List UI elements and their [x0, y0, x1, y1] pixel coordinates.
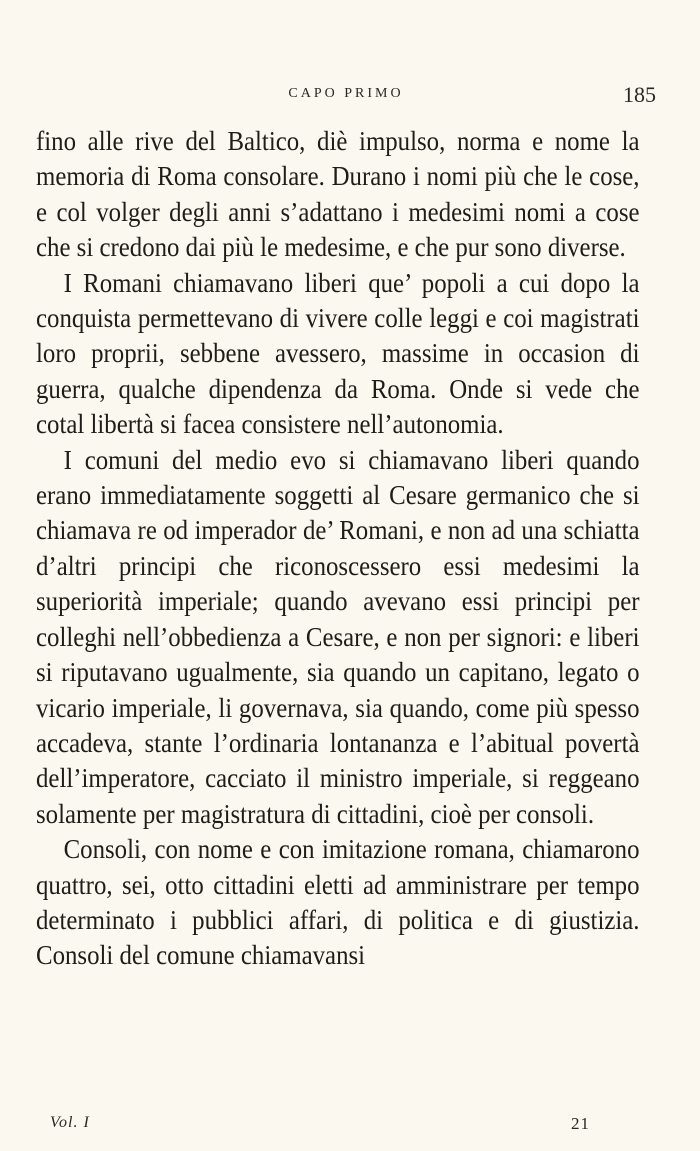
page-body [36, 124, 640, 974]
paragraph-consoli: Consoli, con nome e con imitazione romana, chiamarono quattro, sei, otto cittadini eletti ad amministrare per tempo determinato i pubblici affari, di politica e di giustizia. Consoli del comune chiamavansi [36, 834, 640, 971]
paragraph-comuni: I comuni del medio evo si chiamavano liberi quando erano immediatamente soggetti al Cesare germanico che si chiamava re od imperador de’ Romani, e non ad una schiatta d’altri principi che riconoscessero essi medesimi la superiorità imperiale; quando avevano essi principi per colleghi nell’obbedienza a Cesare, e non per signori: e liberi si riputavano ugualmente, sia quando un capitano, legato o vicario imperiale, li governava, sia quando, come più spesso accadeva, stante l’ordinaria lontananza e l’abitual povertà dell’imperatore, cacciato il ministro imperiale, si reggeano solamente per magistratura di cittadini, cioè per consoli. [36, 444, 640, 829]
paragraph-continuation: fino alle rive del Baltico, diè impulso, norma e nome la memoria di Roma consolare. Durano i nomi più che le cose, e col volger degli anni s’adattano i medesimi nomi a cose che si credono dai più le medesime, e che pur sono diverse. [36, 126, 640, 263]
volume-signature: Vol. I [50, 1114, 90, 1131]
running-title: CAPO PRIMO [288, 86, 404, 101]
page-header [36, 82, 656, 114]
page-footer [50, 1114, 590, 1138]
paragraph-romani: I Romani chiamavano liberi que’ popoli a cui dopo la conquista permettevano di vivere colle leggi e coi magistrati loro proprii, sebbene avessero, massime in occasion di guerra, qualche dipendenza da Roma. Onde si vede che cotal libertà si facea consistere nell’autonomia. [36, 267, 640, 440]
signature-mark: 21 [571, 1114, 590, 1133]
page-number: 185 [623, 82, 656, 107]
